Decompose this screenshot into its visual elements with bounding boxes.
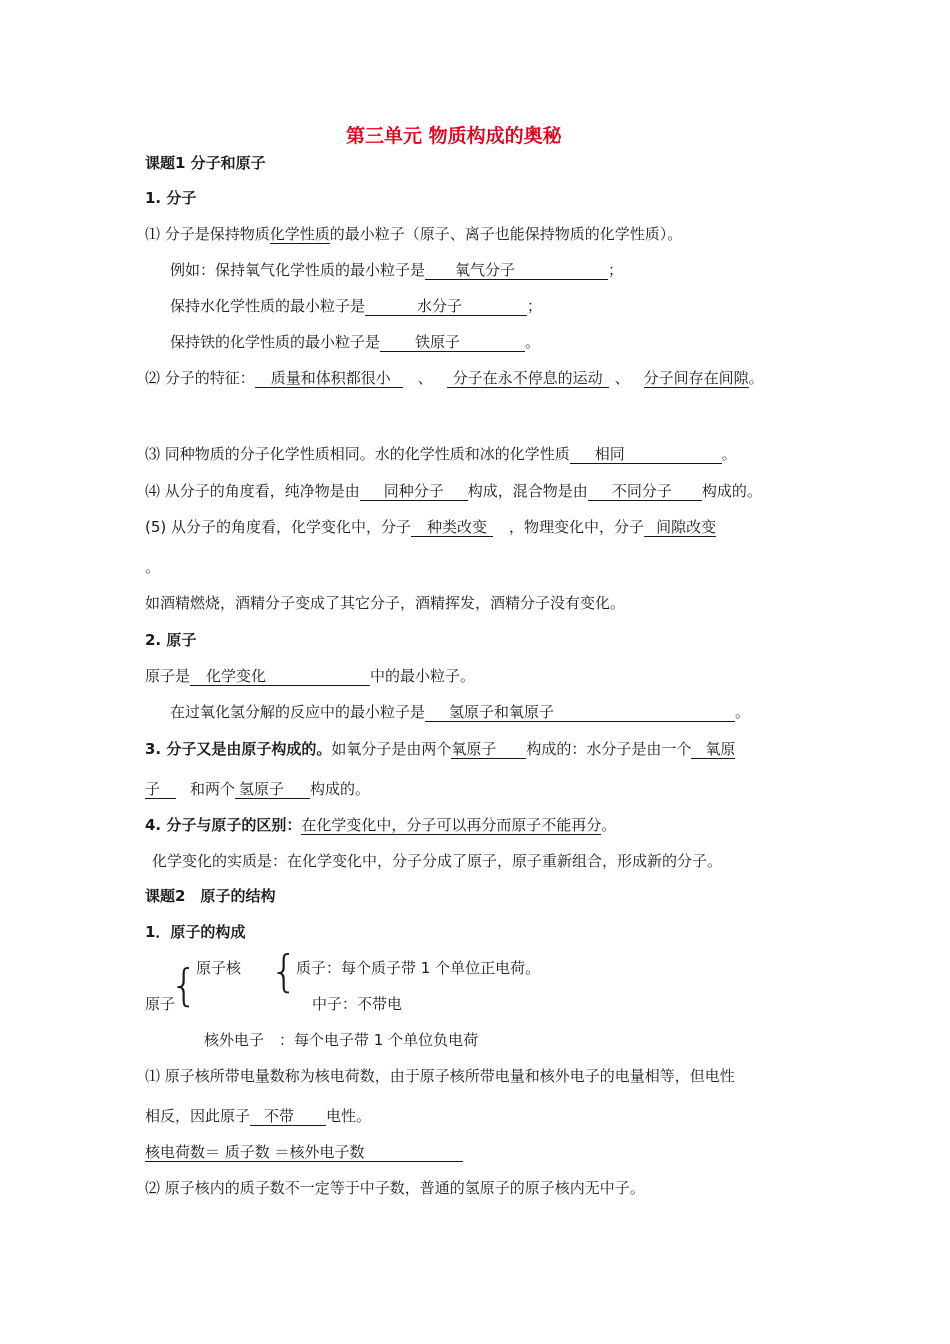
s3-line1 <box>145 739 735 759</box>
ex2-answer: 水分子 <box>365 297 527 316</box>
p4-answer-1: 同种分子 <box>360 482 468 501</box>
p3-same-substance <box>145 444 737 464</box>
s4-diff <box>145 815 616 835</box>
p1-pre: ⑴ 分子是保持物质 <box>145 225 270 243</box>
ex2-pre: 保持水化学性质的最小粒子是 <box>170 297 366 315</box>
p4-pre: ⑷ 从分子的角度看，纯净物是由 <box>145 482 360 500</box>
p4-mid: 构成，混合物是由 <box>467 482 588 500</box>
p1 <box>145 224 682 244</box>
p2-end: 。 <box>748 369 764 387</box>
s3-t2: 构成的：水分子是由一个 <box>526 740 692 758</box>
atom-label: 原子 <box>145 995 176 1013</box>
equation: 核电荷数＝ 质子数 ＝核外电子数 <box>145 1143 463 1162</box>
p2-sep-1: 、 <box>417 369 433 387</box>
s4-bold: 4. 分子与原子的区别： <box>145 816 302 834</box>
p5-answer-1: 种类改变 <box>411 518 493 537</box>
s4-answer: 在化学变化中，分子可以再分而原子不能再分 <box>301 816 602 834</box>
s3-answer-3: 氢原子 <box>235 780 310 799</box>
s3-t4: 构成的。 <box>310 780 371 798</box>
s4-essence: 化学变化的实质是：在化学变化中，分子分成了原子，原子重新组合，形成新的分子。 <box>152 852 723 870</box>
p2-answer-3: 分子间存在间隙 <box>643 369 749 387</box>
proton-desc: 质子：每个质子带 1 个单位正电荷。 <box>296 959 541 977</box>
ex3-answer: 铁原子 <box>380 333 525 352</box>
neutron-desc: 中子：不带电 <box>312 995 403 1013</box>
c2-answer: 不带 <box>250 1107 326 1126</box>
electron-desc: 核外电子 ：每个电子带 1 个单位负电荷 <box>204 1031 479 1049</box>
s4-end: 。 <box>601 816 617 834</box>
p4-end: 构成的。 <box>701 482 762 500</box>
s3-line2 <box>145 779 370 799</box>
ex3-pre: 保持铁的化学性质的最小粒子是 <box>170 333 381 351</box>
section-atom: 2. 原子 <box>145 631 197 649</box>
ex1-pre: 例如：保持氧气化学性质的最小粒子是 <box>170 261 426 279</box>
p1-answer: 化学性质 <box>269 225 330 243</box>
p4-answer-2: 不同分子 <box>588 482 702 501</box>
c1-text: ⑴ 原子核所带电量数称为核电荷数，由于原子核所带电量和核外电子的电量相等，但电性 <box>145 1067 735 1085</box>
s3-answer-1: 氧原子 <box>451 740 526 759</box>
s3-t3: 和两个 <box>190 780 236 798</box>
ex1-answer: 氧气分子 <box>425 261 608 280</box>
a2-pre: 在过氧化氢分解的反应中的最小粒子是 <box>170 703 426 721</box>
p2-answer-1: 质量和体积都很小 <box>255 369 403 388</box>
p3-end: 。 <box>721 445 737 463</box>
p3-answer: 相同 <box>570 445 722 464</box>
a1-post: 中的最小粒子。 <box>370 667 476 685</box>
nucleus-label: 原子核 <box>196 959 242 977</box>
ex1-end: ； <box>608 261 624 279</box>
ex2-end: ； <box>527 297 543 315</box>
p5-answer-2: 间隙改变 <box>644 518 716 537</box>
p5-change <box>145 517 716 537</box>
ex3-end: 。 <box>525 333 541 351</box>
lesson2-heading: 课题2 原子的结构 <box>145 887 276 905</box>
atom-peroxide <box>170 702 750 722</box>
example-oxygen <box>170 260 623 280</box>
p2-pre: ⑵ 分子的特征： <box>145 369 255 387</box>
p3-pre: ⑶ 同种物质的分子化学性质相同。水的化学性质和冰的化学性质 <box>145 445 570 463</box>
c2-pre: 相反，因此原子 <box>145 1107 251 1125</box>
a2-end: 。 <box>735 703 751 721</box>
p6-alcohol: 如酒精燃烧，酒精分子变成了其它分子，酒精挥发，酒精分子没有变化。 <box>145 594 626 612</box>
p2-sep-2: 、 <box>614 369 630 387</box>
charge-equation <box>145 1142 463 1162</box>
s3-bold: 3. 分子又是由原子构成的。 <box>145 740 332 758</box>
s3-t1: 如氧分子是由两个 <box>331 740 452 758</box>
section-molecule: 1. 分子 <box>145 189 197 207</box>
a1-pre: 原子是 <box>145 667 191 685</box>
p5-mid: ，物理变化中，分子 <box>509 518 645 536</box>
a1-answer: 化学变化 <box>190 667 370 686</box>
section-atom-structure: 1．原子的构成 <box>145 923 246 941</box>
example-iron <box>170 332 540 352</box>
p5-pre: (5) 从分子的角度看，化学变化中，分子 <box>145 518 412 536</box>
small-brace: { <box>270 946 298 997</box>
p4-pure-mixture <box>145 481 762 501</box>
c3-text: ⑵ 原子核内的质子数不一定等于中子数，普通的氢原子的原子核内无中子。 <box>145 1179 645 1197</box>
s3-answer-2b: 子 <box>145 780 176 799</box>
s3-answer-2a: 氧原 <box>691 740 735 759</box>
page-title: 第三单元 物质构成的奥秘 <box>346 125 562 147</box>
atom-def <box>145 666 475 686</box>
c2-end: 电性。 <box>326 1107 372 1125</box>
p2-features <box>145 368 764 388</box>
p5-end: 。 <box>145 558 161 576</box>
p2-answer-2: 分子在永不停息的运动 <box>447 369 609 388</box>
a2-answer: 氢原子和氧原子 <box>425 703 735 722</box>
p1-post: 的最小粒子（原子、离子也能保持物质的化学性质）。 <box>329 225 683 243</box>
example-water <box>170 296 542 316</box>
big-brace: { <box>170 960 198 1011</box>
lesson1-heading: 课题1 分子和原子 <box>145 154 266 172</box>
c2-text <box>145 1106 371 1126</box>
